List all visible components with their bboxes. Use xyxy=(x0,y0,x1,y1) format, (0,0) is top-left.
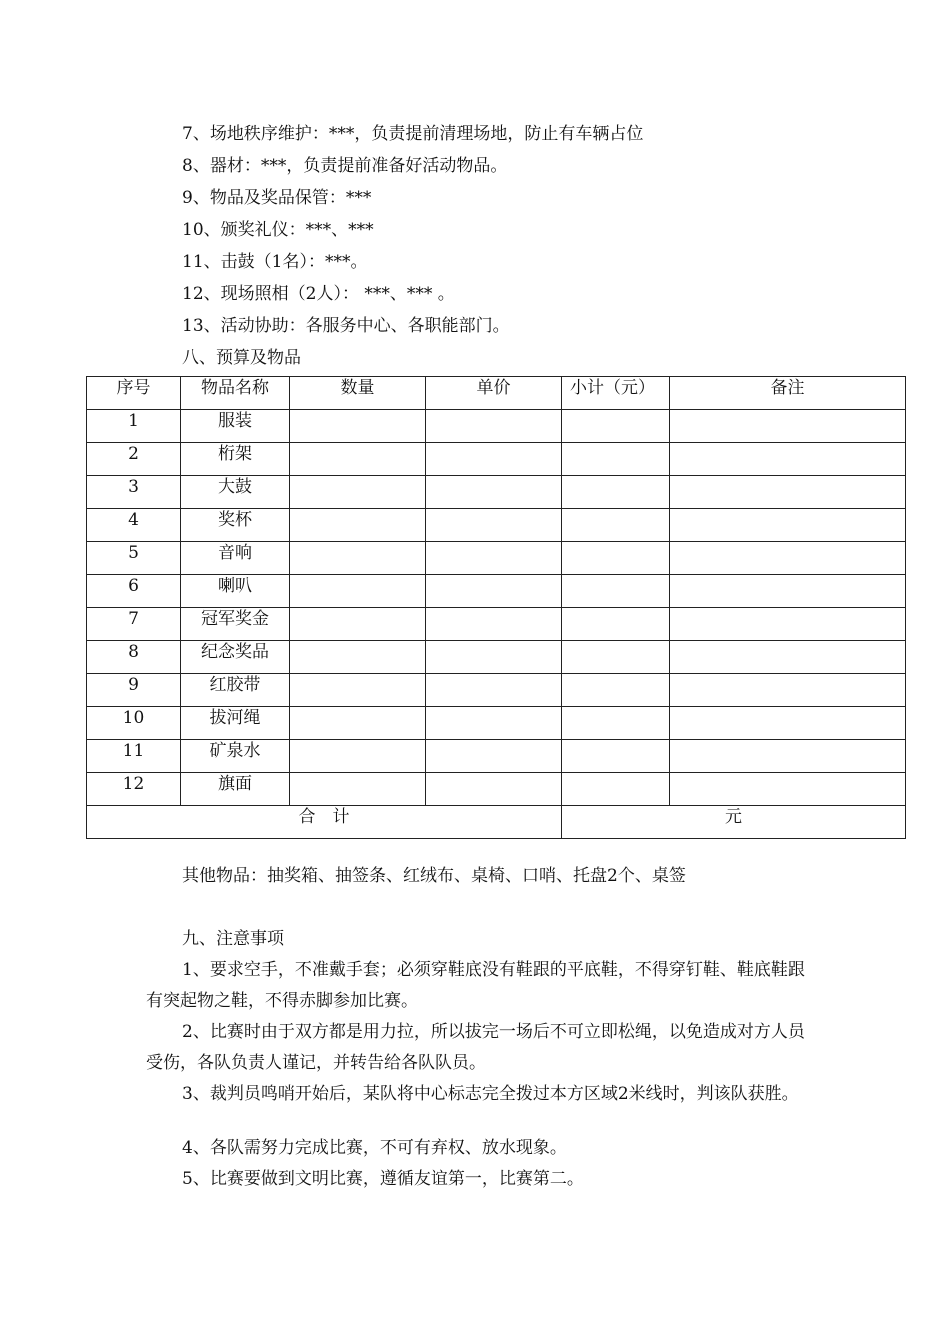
cell-index: 12 xyxy=(87,773,181,806)
other-items: 其他物品：抽奖箱、抽签条、红绒布、桌椅、口哨、托盘2个、桌签 xyxy=(182,866,686,886)
header-index: 序号 xyxy=(87,377,181,410)
cell-item-name: 矿泉水 xyxy=(181,740,290,773)
cell-index: 8 xyxy=(87,641,181,674)
table-row xyxy=(87,476,906,509)
budget-table xyxy=(86,376,906,839)
cell-remarks xyxy=(670,641,906,674)
table-row xyxy=(87,641,906,674)
staff-item-8: 8、器材：***，负责提前准备好活动物品。 xyxy=(182,156,508,176)
cell-quantity xyxy=(290,575,426,608)
cell-unit-price xyxy=(426,443,562,476)
note-item-1: 1、要求空手，不准戴手套；必须穿鞋底没有鞋跟的平底鞋，不得穿钉鞋、鞋底鞋跟有突起物之鞋，不得赤脚参加比赛。 xyxy=(146,960,805,1011)
cell-unit-price xyxy=(426,707,562,740)
cell-unit-price xyxy=(426,509,562,542)
cell-remarks xyxy=(670,410,906,443)
table-row xyxy=(87,608,906,641)
cell-remarks xyxy=(670,773,906,806)
cell-quantity xyxy=(290,608,426,641)
cell-unit-price xyxy=(426,608,562,641)
note-item-3: 3、裁判员鸣哨开始后，某队将中心标志完全拨过本方区域2米线时，判该队获胜。 xyxy=(182,1084,799,1104)
cell-index: 1 xyxy=(87,410,181,443)
cell-unit-price xyxy=(426,575,562,608)
cell-item-name: 奖杯 xyxy=(181,509,290,542)
cell-item-name: 拔河绳 xyxy=(181,707,290,740)
table-row xyxy=(87,740,906,773)
cell-subtotal xyxy=(562,641,670,674)
cell-quantity xyxy=(290,740,426,773)
cell-index: 4 xyxy=(87,509,181,542)
cell-remarks xyxy=(670,707,906,740)
cell-item-name: 喇叭 xyxy=(181,575,290,608)
cell-quantity xyxy=(290,542,426,575)
cell-index: 6 xyxy=(87,575,181,608)
staff-item-7: 7、场地秩序维护：***，负责提前清理场地，防止有车辆占位 xyxy=(182,124,644,144)
staff-item-9: 9、物品及奖品保管：*** xyxy=(182,188,372,208)
budget-heading: 八、预算及物品 xyxy=(182,348,301,368)
cell-unit-price xyxy=(426,773,562,806)
total-unit: 元 xyxy=(562,806,906,839)
staff-item-12: 12、现场照相（2人）： ***、*** 。 xyxy=(182,284,455,304)
cell-unit-price xyxy=(426,410,562,443)
table-header-row xyxy=(87,377,906,410)
cell-item-name: 旗面 xyxy=(181,773,290,806)
cell-remarks xyxy=(670,443,906,476)
cell-quantity xyxy=(290,641,426,674)
cell-quantity xyxy=(290,476,426,509)
cell-subtotal xyxy=(562,773,670,806)
cell-quantity xyxy=(290,707,426,740)
staff-item-11: 11、击鼓（1名）：***。 xyxy=(182,252,368,272)
cell-unit-price xyxy=(426,542,562,575)
note-item-5: 5、比赛要做到文明比赛，遵循友谊第一，比赛第二。 xyxy=(182,1169,584,1189)
cell-item-name: 冠军奖金 xyxy=(181,608,290,641)
cell-item-name: 服装 xyxy=(181,410,290,443)
table-row xyxy=(87,509,906,542)
cell-index: 9 xyxy=(87,674,181,707)
cell-subtotal xyxy=(562,542,670,575)
header-item-name: 物品名称 xyxy=(181,377,290,410)
cell-quantity xyxy=(290,773,426,806)
total-row xyxy=(87,806,906,839)
cell-index: 10 xyxy=(87,707,181,740)
cell-subtotal xyxy=(562,476,670,509)
cell-item-name: 桁架 xyxy=(181,443,290,476)
cell-remarks xyxy=(670,542,906,575)
notes-heading: 九、注意事项 xyxy=(182,929,284,949)
cell-remarks xyxy=(670,476,906,509)
cell-remarks xyxy=(670,674,906,707)
cell-remarks xyxy=(670,608,906,641)
cell-index: 2 xyxy=(87,443,181,476)
staff-item-10: 10、颁奖礼仪：***、*** xyxy=(182,220,374,240)
note-item-2: 2、比赛时由于双方都是用力拉，所以拔完一场后不可立即松绳，以免造成对方人员受伤，各队负责人谨记，并转告给各队队员。 xyxy=(146,1022,805,1073)
cell-subtotal xyxy=(562,575,670,608)
table-row xyxy=(87,443,906,476)
table-row xyxy=(87,575,906,608)
cell-subtotal xyxy=(562,707,670,740)
table-row xyxy=(87,674,906,707)
cell-subtotal xyxy=(562,608,670,641)
cell-index: 7 xyxy=(87,608,181,641)
cell-remarks xyxy=(670,575,906,608)
staff-item-13: 13、活动协助：各服务中心、各职能部门。 xyxy=(182,316,510,336)
table-row xyxy=(87,773,906,806)
cell-remarks xyxy=(670,509,906,542)
table-row xyxy=(87,410,906,443)
cell-unit-price xyxy=(426,641,562,674)
table-row xyxy=(87,707,906,740)
cell-item-name: 音响 xyxy=(181,542,290,575)
header-quantity: 数量 xyxy=(290,377,426,410)
cell-item-name: 纪念奖品 xyxy=(181,641,290,674)
cell-remarks xyxy=(670,740,906,773)
cell-item-name: 红胶带 xyxy=(181,674,290,707)
cell-subtotal xyxy=(562,410,670,443)
cell-unit-price xyxy=(426,476,562,509)
cell-subtotal xyxy=(562,740,670,773)
cell-subtotal xyxy=(562,674,670,707)
cell-subtotal xyxy=(562,509,670,542)
header-subtotal: 小计（元） xyxy=(562,377,670,410)
cell-quantity xyxy=(290,410,426,443)
header-remarks: 备注 xyxy=(670,377,906,410)
cell-index: 11 xyxy=(87,740,181,773)
cell-quantity xyxy=(290,443,426,476)
cell-subtotal xyxy=(562,443,670,476)
cell-quantity xyxy=(290,674,426,707)
cell-item-name: 大鼓 xyxy=(181,476,290,509)
cell-index: 5 xyxy=(87,542,181,575)
cell-unit-price xyxy=(426,674,562,707)
note-item-4: 4、各队需努力完成比赛，不可有弃权、放水现象。 xyxy=(182,1138,567,1158)
header-unit-price: 单价 xyxy=(426,377,562,410)
total-label: 合 计 xyxy=(87,806,562,839)
cell-quantity xyxy=(290,509,426,542)
cell-unit-price xyxy=(426,740,562,773)
table-row xyxy=(87,542,906,575)
cell-index: 3 xyxy=(87,476,181,509)
